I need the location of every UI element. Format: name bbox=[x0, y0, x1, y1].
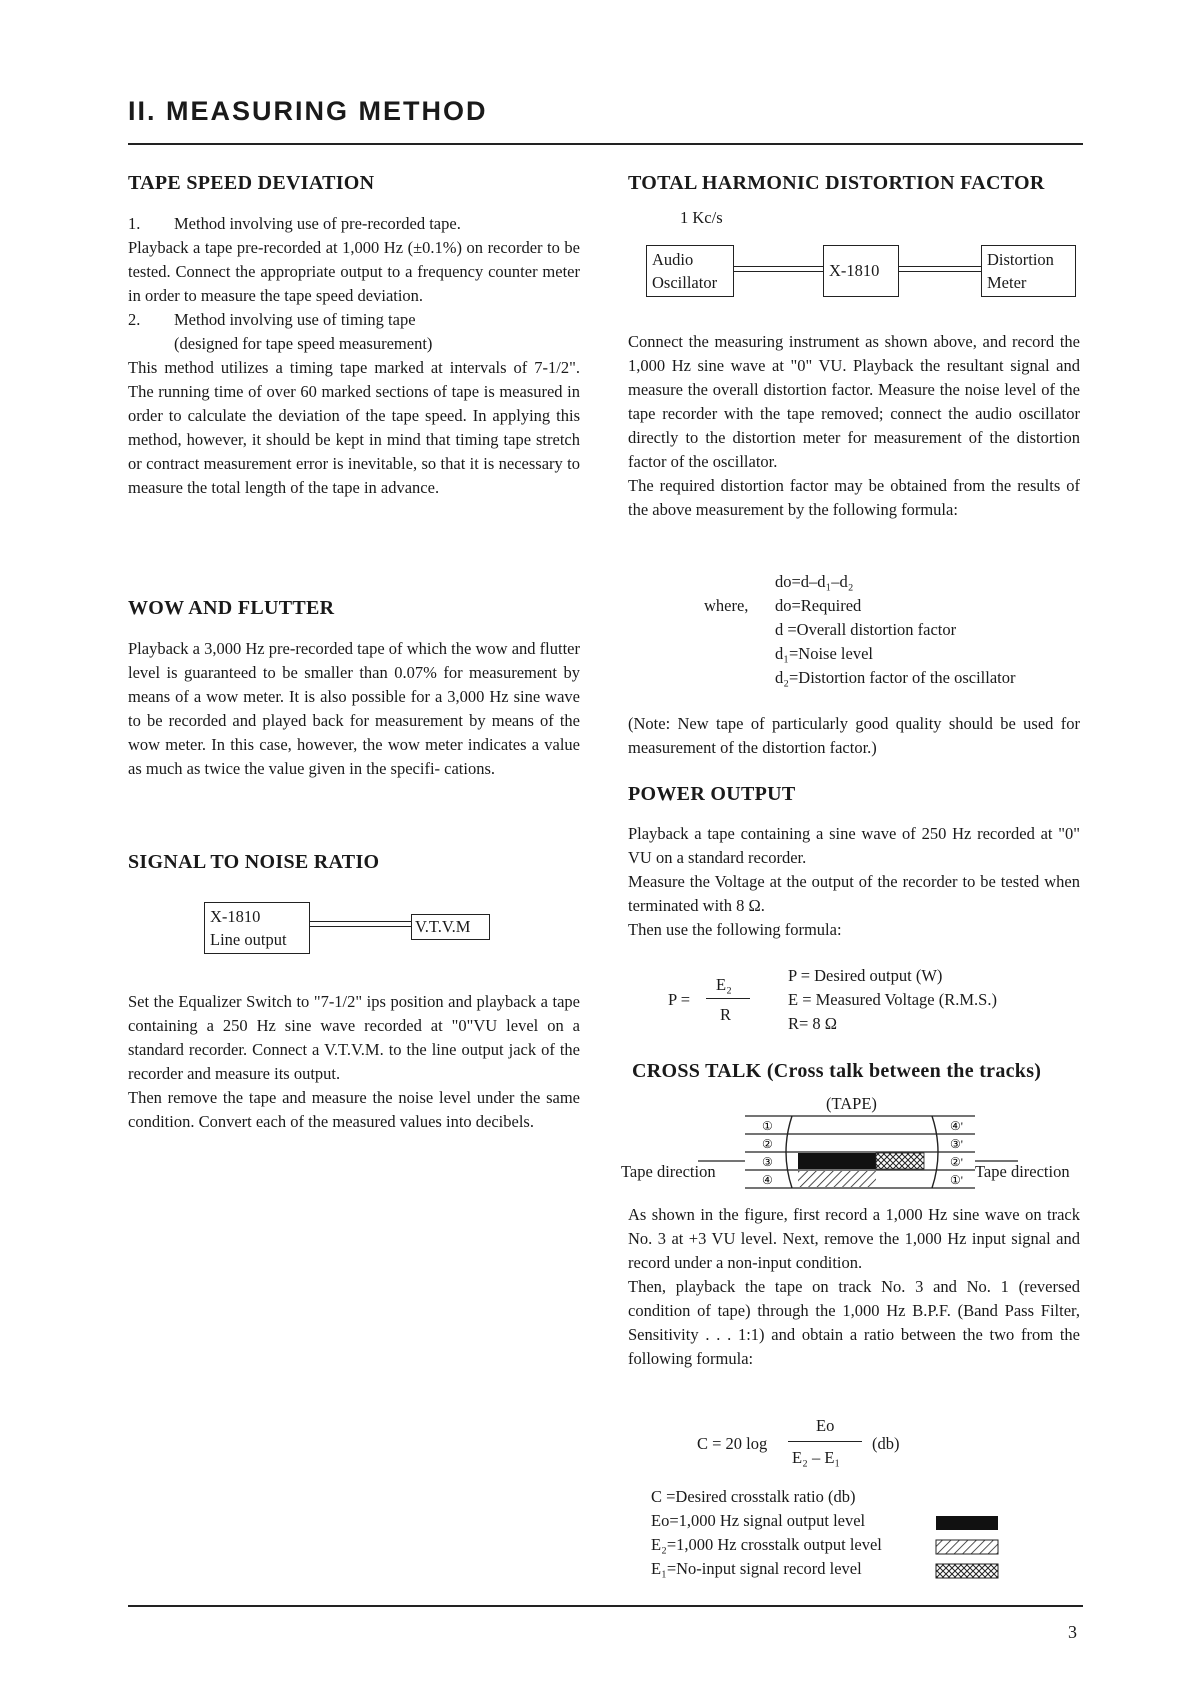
crosstalk-c-eq: C = 20 log bbox=[697, 1434, 768, 1453]
thd-def4: d₂=Distortion factor of the oscillator bbox=[775, 668, 1016, 687]
tape-speed-item2 bbox=[128, 308, 580, 332]
track-label-l4: ④ bbox=[762, 1173, 773, 1187]
thd-box1-line1: Audio bbox=[652, 250, 694, 269]
thd-line-1 bbox=[734, 266, 823, 272]
legend-swatch-signal bbox=[936, 1516, 998, 1530]
thd-box1-line2: Oscillator bbox=[652, 273, 718, 292]
item2-title: Method involving use of timing tape bbox=[174, 310, 416, 329]
thd-note-block bbox=[628, 712, 1080, 760]
power-denominator: R bbox=[720, 1005, 732, 1024]
thd-distortion-meter-box bbox=[981, 245, 1076, 297]
power-def2: E = Measured Voltage (R.M.S.) bbox=[788, 990, 997, 1009]
legend-swatch-crosstalk bbox=[936, 1540, 998, 1554]
snr-x1810-box bbox=[204, 902, 310, 954]
thd-x1810-box: X-1810 bbox=[823, 245, 899, 297]
power-fraction-bar bbox=[706, 998, 750, 999]
thd-def2: d =Overall distortion factor bbox=[775, 620, 957, 639]
power-body bbox=[628, 822, 1080, 942]
crosstalk-denominator: E₂ – E₁ bbox=[792, 1448, 841, 1467]
thd-where: where, bbox=[704, 596, 749, 615]
thd-text1: Connect the measuring instrument as shown above, and record the 1,000 Hz sine wave at "0" VU. Playback the resultant signal and measure the overall distortion factor. Measure the noise level of the tape recorder with the tape removed; connect the audio oscillator directly to the distortion meter for measurement of the distortion factor of the oscillator. bbox=[628, 332, 1080, 471]
crosstalk-numerator: Eo bbox=[816, 1416, 835, 1435]
no-input-region bbox=[876, 1153, 924, 1169]
track-label-r1: ①' bbox=[950, 1173, 963, 1187]
power-text2: Measure the Voltage at the output of the recorder to be tested when terminated with 8 Ω. bbox=[628, 872, 1080, 915]
tape-speed-item1-text: Playback a tape pre-recorded at 1,000 Hz (±0.1%) on recorder to be tested. Connect the appropriate output to a frequency counter meter in order to measure the tape speed deviation. bbox=[128, 238, 580, 305]
crosstalk-body bbox=[628, 1203, 1080, 1371]
thd-text2: The required distortion factor may be obtained from the results of the above measurement by the following formula: bbox=[628, 476, 1080, 519]
item1-title: Method involving use of pre-recorded tape. bbox=[174, 214, 461, 233]
thd-audio-oscillator-box bbox=[646, 245, 734, 297]
tape-direction-left: Tape direction bbox=[621, 1162, 716, 1181]
item1-number: 1. bbox=[128, 214, 141, 233]
power-heading: POWER OUTPUT bbox=[628, 783, 796, 805]
thd-body bbox=[628, 330, 1080, 522]
tape-speed-body bbox=[128, 212, 580, 500]
power-numerator: E₂ bbox=[716, 975, 732, 994]
recorded-signal-region bbox=[798, 1153, 876, 1169]
crosstalk-def1: C =Desired crosstalk ratio (db) bbox=[651, 1487, 856, 1506]
snr-text1: Set the Equalizer Switch to "7-1/2" ips position and playback a tape containing a 250 Hz sine wave recorded at "0"VU level on a standard recorder. Connect a V.T.V.M. to the line output jack of the recorder and measure its output. bbox=[128, 992, 580, 1083]
thd-formula: do=d–d₁–d₂ bbox=[775, 572, 854, 591]
track-label-r3: ③' bbox=[950, 1137, 963, 1151]
title-rule bbox=[128, 143, 1083, 145]
tape-direction-right: Tape direction bbox=[975, 1162, 1070, 1181]
thd-def3: d₁=Noise level bbox=[775, 644, 873, 663]
thd-box3-line1: Distortion bbox=[987, 250, 1054, 269]
crosstalk-heading: CROSS TALK (Cross talk between the tracks) bbox=[632, 1060, 1042, 1082]
crosstalk-text2: Then, playback the tape on track No. 3 and No. 1 (reversed condition of tape) through the 1,000 Hz B.P.F. (Band Pass Filter, Sensitivity . . . 1:1) and obtain a ratio between the two from the following formula: bbox=[628, 1277, 1080, 1368]
legend-swatch-noinput bbox=[936, 1564, 998, 1578]
track-label-r4: ④' bbox=[950, 1119, 963, 1133]
snr-text2: Then remove the tape and measure the noise level under the same condition. Convert each of the measured values into decibels. bbox=[128, 1088, 580, 1131]
snr-heading: SIGNAL TO NOISE RATIO bbox=[128, 851, 380, 873]
crosstalk-legend-swatches bbox=[934, 1514, 1000, 1580]
thd-def1: do=Required bbox=[775, 596, 862, 615]
crosstalk-def2: Eo=1,000 Hz signal output level bbox=[651, 1511, 866, 1530]
snr-body bbox=[128, 990, 580, 1134]
snr-vtvm-box: V.T.V.M bbox=[411, 914, 490, 940]
crosstalk-text1: As shown in the figure, first record a 1,000 Hz sine wave on track No. 3 at +3 VU level. Next, remove the 1,000 Hz input signal and record under a non-input condition. bbox=[628, 1205, 1080, 1272]
page-title: II. MEASURING METHOD bbox=[128, 96, 488, 126]
power-text1: Playback a tape containing a sine wave of 250 Hz recorded at "0" VU on a standard recorder. bbox=[628, 824, 1080, 867]
track-label-l3: ③ bbox=[762, 1155, 773, 1169]
bottom-rule bbox=[128, 1605, 1083, 1607]
crosstalk-tape-label: (TAPE) bbox=[826, 1094, 877, 1113]
wow-body bbox=[128, 637, 580, 781]
crosstalk-unit: (db) bbox=[872, 1434, 900, 1453]
snr-connection-line bbox=[310, 921, 411, 927]
power-p-eq: P = bbox=[668, 990, 690, 1009]
thd-note: (Note: New tape of particularly good quality should be used for measurement of the distortion factor.) bbox=[628, 714, 1080, 757]
crosstalk-fraction-bar bbox=[788, 1441, 862, 1442]
crosstalk-region bbox=[798, 1171, 876, 1187]
thd-freq-label: 1 Kc/s bbox=[680, 208, 723, 227]
tape-speed-heading: TAPE SPEED DEVIATION bbox=[128, 172, 375, 194]
wow-heading: WOW AND FLUTTER bbox=[128, 597, 335, 619]
snr-box1-line2: Line output bbox=[210, 930, 287, 949]
page-number: 3 bbox=[1068, 1622, 1077, 1642]
snr-box1-line1: X-1810 bbox=[210, 907, 261, 926]
track-label-l2: ② bbox=[762, 1137, 773, 1151]
power-text3: Then use the following formula: bbox=[628, 920, 842, 939]
thd-heading: TOTAL HARMONIC DISTORTION FACTOR bbox=[628, 172, 1045, 194]
power-def1: P = Desired output (W) bbox=[788, 966, 943, 985]
wow-text: Playback a 3,000 Hz pre-recorded tape of which the wow and flutter level is guaranteed to be smaller than 0.07% for measurement by means of a wow meter. It is also possible for a 3,000 Hz sine wave to be recorded and played back for measurement by means of the wow meter. In this case, however, the wow meter indicates a value as much as twice the value given in the specifi- cations. bbox=[128, 639, 580, 778]
crosstalk-def3: E₂=1,000 Hz crosstalk output level bbox=[651, 1535, 882, 1554]
crosstalk-def4: E₁=No-input signal record level bbox=[651, 1559, 862, 1578]
track-label-r2: ②' bbox=[950, 1155, 963, 1169]
thd-box3-line2: Meter bbox=[987, 273, 1027, 292]
item2-number: 2. bbox=[128, 310, 141, 329]
power-def3: R= 8 Ω bbox=[788, 1014, 838, 1033]
tape-speed-item2-sub: (designed for tape speed measurement) bbox=[174, 334, 433, 353]
tape-speed-item1 bbox=[128, 212, 580, 236]
track-label-l1: ① bbox=[762, 1119, 773, 1133]
tape-speed-item2-text: This method utilizes a timing tape marked at intervals of 7-1/2". The running time of over 60 marked sections of tape is measured in order to calculate the deviation of the tape speed. In applying this method, however, it should be kept in mind that timing tape stretch or contract measurement error is inevitable, so that it is necessary to measure the total length of the tape in advance. bbox=[128, 358, 580, 497]
thd-line-2 bbox=[899, 266, 981, 272]
